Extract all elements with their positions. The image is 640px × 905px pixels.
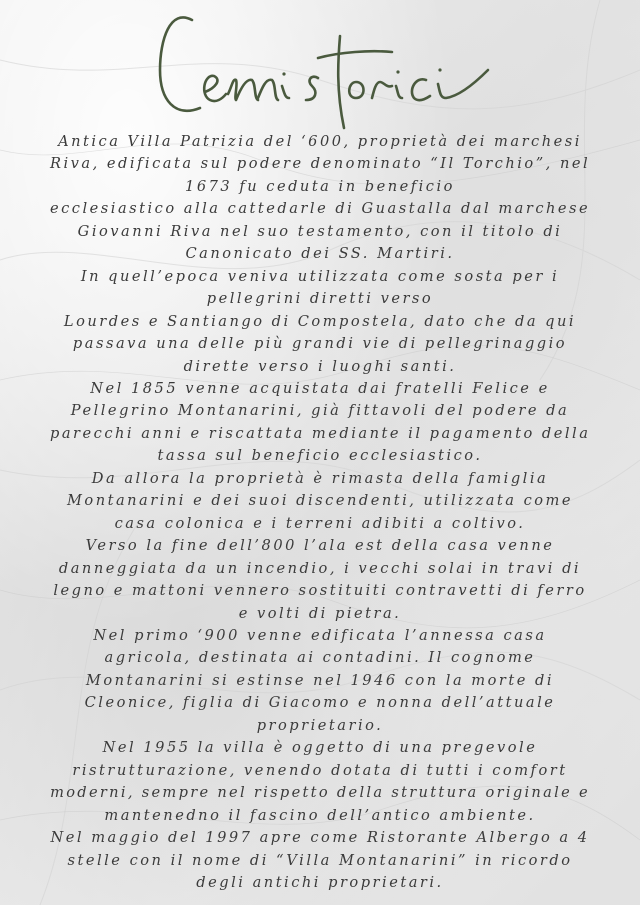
text-line: moderni, sempre nel rispetto della struttura originale e [50, 784, 590, 802]
text-line: casa colonica e i terreni adibiti a coltivo. [114, 514, 526, 532]
text-line: Canonicato dei SS. Martiri. [185, 245, 455, 263]
text-line: Nel maggio del 1997 apre come Ristorante Albergo a 4 [50, 829, 590, 847]
text-line: passava una delle più grandi vie di pellegrinaggio [72, 335, 568, 353]
text-line: Riva, edificata sul podere denominato “Il Torchio”, nel [50, 155, 591, 173]
text-line: proprietario. [256, 716, 384, 734]
text-line: Antica Villa Patrizia del ‘600, proprietà dei marchesi [58, 133, 582, 150]
text-line: pellegrini diretti verso [206, 290, 434, 308]
text-line: stelle con il nome di “Villa Montanarini” in ricordo [67, 851, 573, 869]
text-line: mantenedno il fascino dell’antico ambiente. [104, 806, 536, 824]
text-line: Nel 1855 venne acquistata dai fratelli Felice e [90, 379, 550, 397]
text-line: ecclesiastico alla cattedarle di Guastalla dal marchese [50, 200, 591, 218]
text-line: Montanarini e dei suoi discendenti, utilizzata come [66, 492, 574, 510]
text-line: parecchi anni e riscattata mediante il pagamento della [50, 424, 591, 442]
text-line: Cleonice, figlia di Giacomo e nonna dell’attuale [84, 694, 556, 712]
history-text [50, 131, 590, 894]
text-line: degli antichi proprietari. [196, 873, 444, 891]
text-line: danneggiata da un incendio, i vecchi solai in travi di [58, 559, 582, 577]
text-line: tassa sul beneficio ecclesiastico. [157, 447, 483, 465]
text-line: Montanarini si estinse nel 1946 con la morte di [85, 671, 555, 689]
page-title [0, 0, 640, 135]
text-line: Verso la fine dell’800 l’ala est della casa venne [85, 537, 555, 555]
text-line: ristrutturazione, venendo dotata di tutti i comfort [72, 761, 568, 779]
text-line: dirette verso i luoghi santi. [183, 357, 457, 375]
text-line: Nel primo ‘900 venne edificata l’annessa casa [93, 626, 547, 644]
text-line: Nel 1955 la villa è oggetto di una pregevole [102, 739, 538, 757]
text-line: In quell’epoca veniva utilizzata come sosta per i [80, 267, 560, 285]
text-line: Lourdes e Santiango di Compostela, dato che da qui [63, 312, 577, 330]
text-line: Pellegrino Montanarini, già fittavoli del podere da [70, 402, 570, 420]
text-line: 1673 fu ceduta in beneficio [185, 177, 455, 195]
text-line: e volti di pietra. [238, 604, 402, 622]
text-line: agricola, destinata ai contadini. Il cognome [104, 649, 536, 667]
text-line: Da allora la proprietà è rimasta della famiglia [91, 469, 549, 487]
text-line: legno e mattoni vennero sostituiti contravetti di ferro [53, 582, 587, 600]
script-title-graphic [0, 0, 640, 135]
text-line: Giovanni Riva nel suo testamento, con il titolo di [77, 222, 563, 240]
